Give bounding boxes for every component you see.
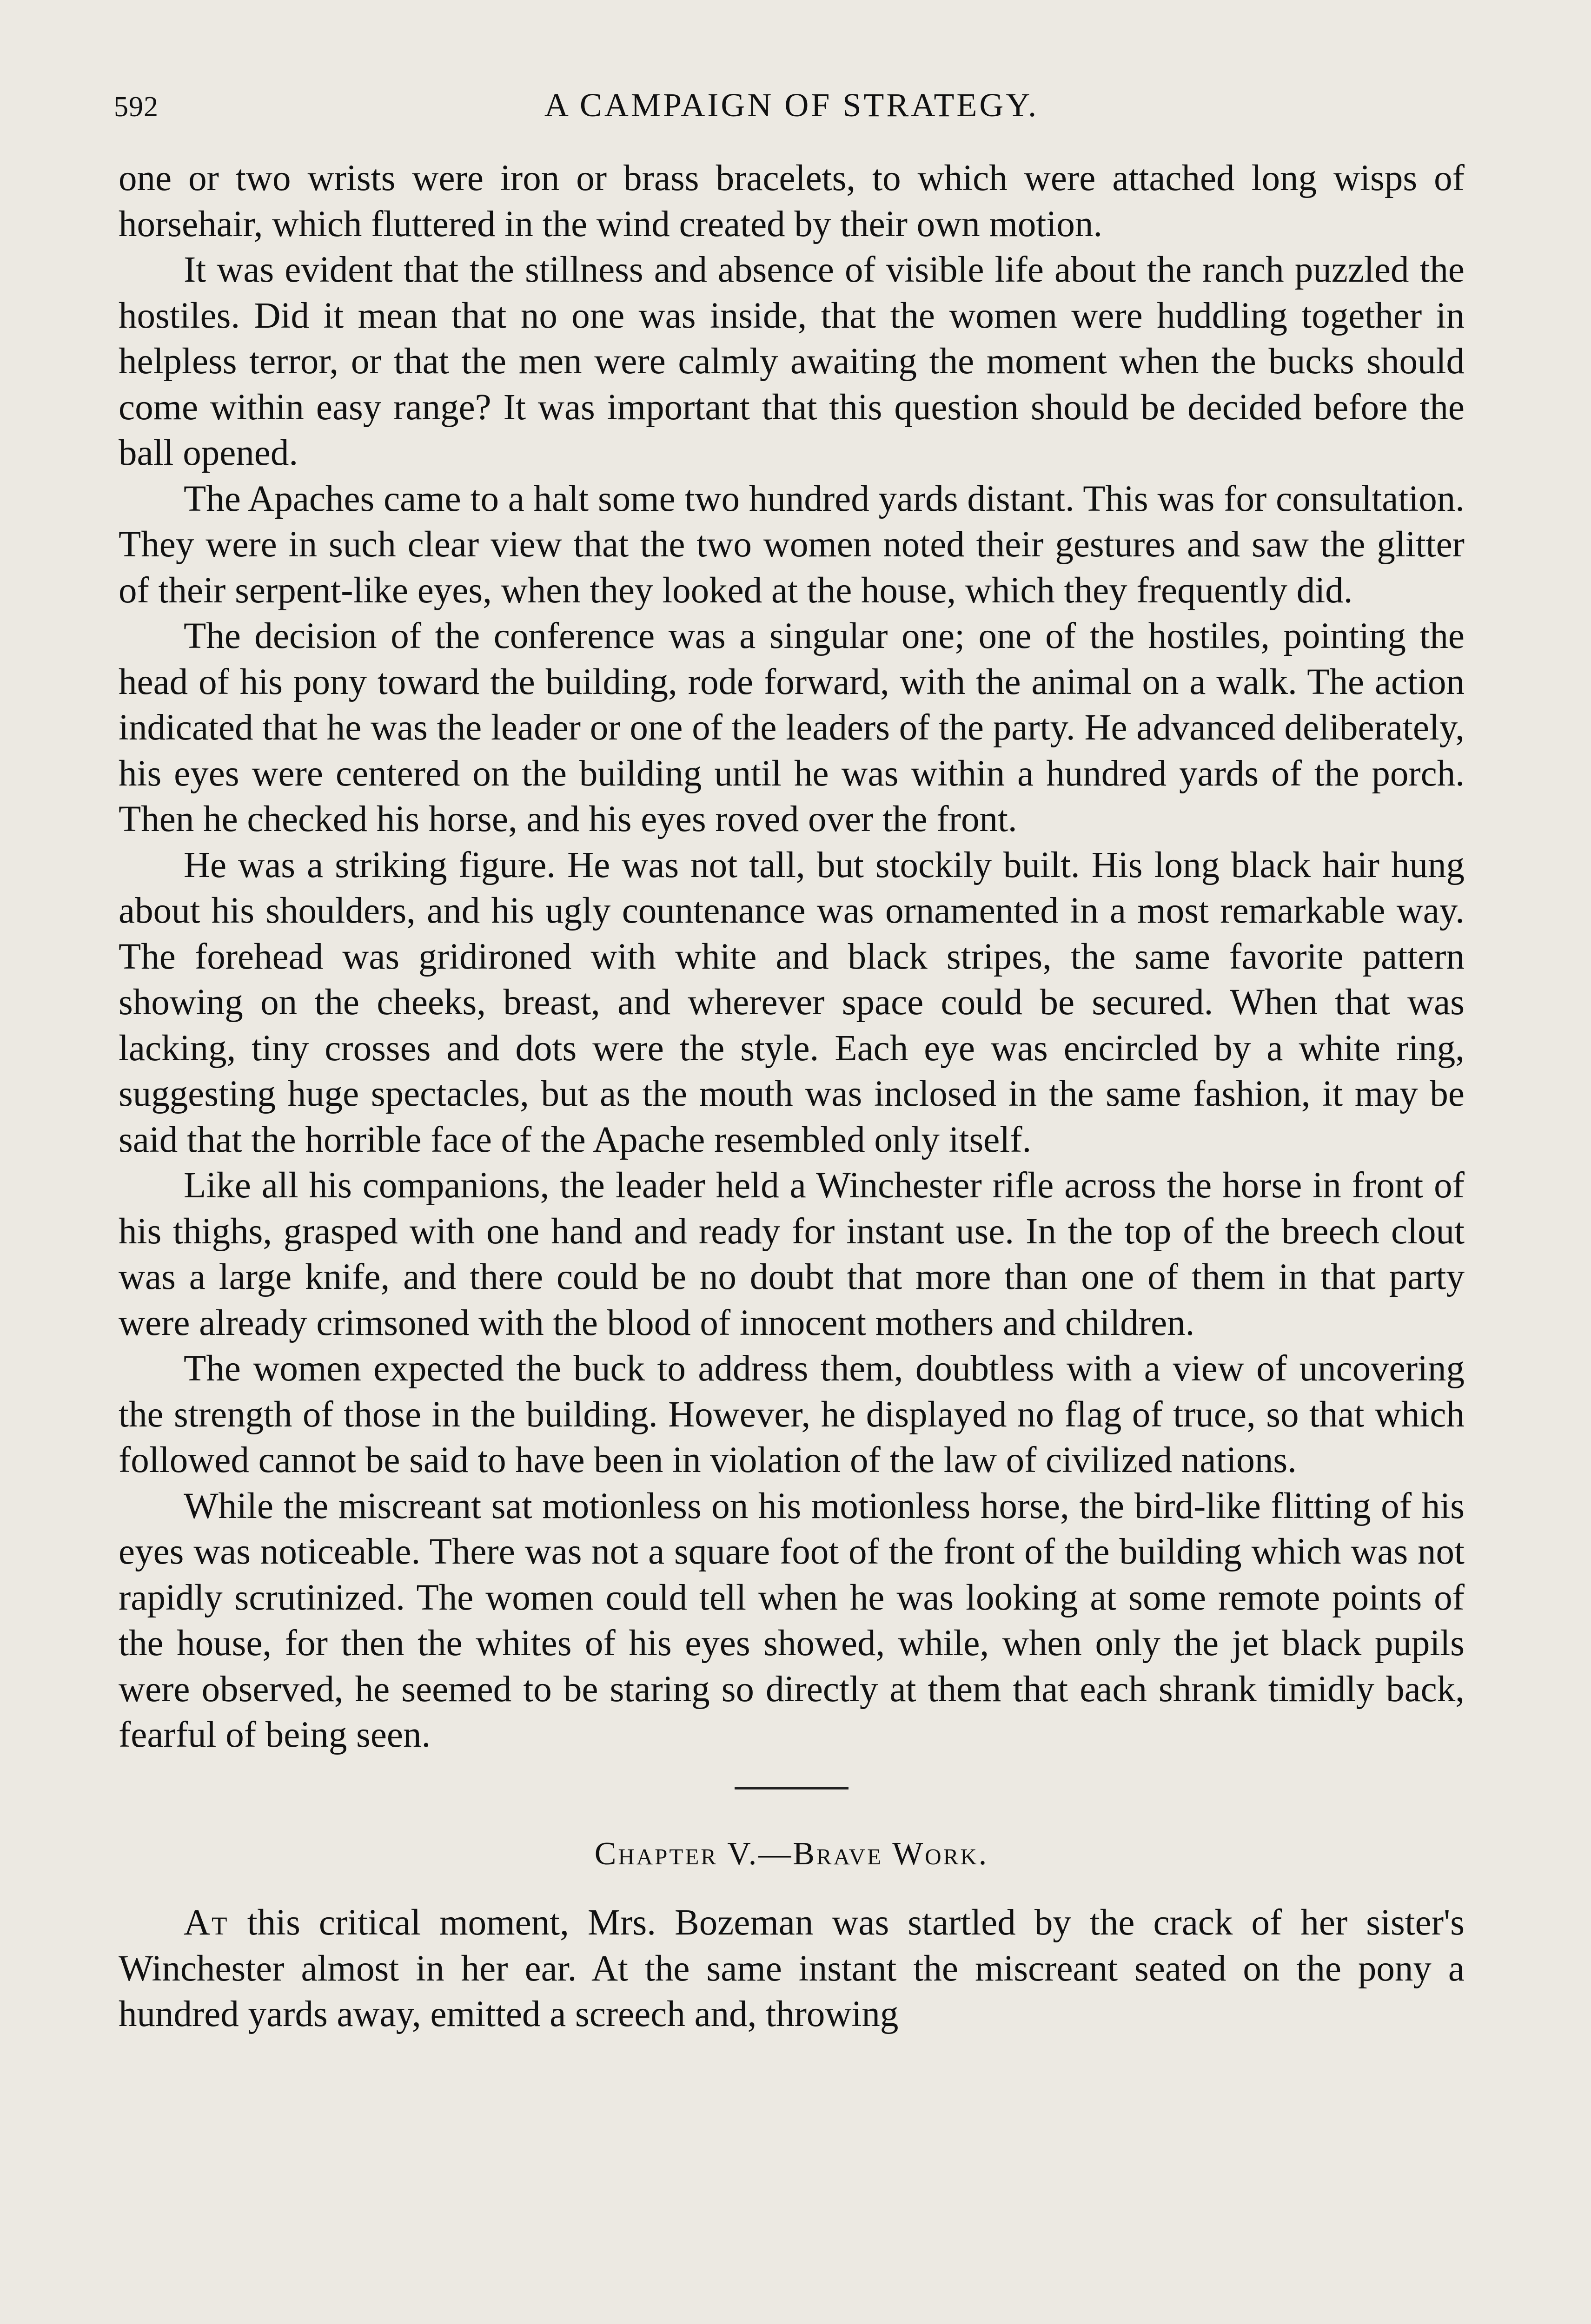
paragraph: The Apaches came to a halt some two hundred yards distant. This was for consultation. They were in such clear view that the two women noted their gestures and saw the glitter of their serpent-like eyes, when they looked at the house, which they frequently did.: [119, 478, 1465, 611]
paragraph: The women expected the buck to address them, doubtless with a view of uncovering the strength of those in the building. However, he displayed no flag of truce, so that which followed cannot be said to have been in violation of the law of civilized nations.: [119, 1348, 1465, 1480]
chapter-first-paragraph: [119, 1900, 1465, 2038]
paragraph: one or two wrists were iron or brass bracelets, to which were attached long wisps of horsehair, which fluttered in the wind created by their own motion.: [119, 158, 1465, 244]
section-divider: [735, 1787, 849, 1789]
paragraph: He was a striking figure. He was not tall, but stockily built. His long black hair hung about his shoulders, and his ugly countenance was ornamented in a most remarkable way. The forehead was gridironed with white and black stripes, the same favorite pattern showing on the cheeks, breast, and wherever space could be secured. When that was lacking, tiny crosses and dots were the style. Each eye was encircled by a white ring, suggesting huge spectacles, but as the mouth was inclosed in the same fashion, it may be said that the horrible face of the Apache resembled only itself.: [119, 845, 1465, 1160]
paragraph: It was evident that the stillness and absence of visible life about the ranch puzzled the hostiles. Did it mean that no one was inside, that the women were huddling together in helpless terror, or that the men were calmly awaiting the moment when the bucks should come within easy range? It was important that this question should be decided before the ball opened.: [119, 250, 1465, 473]
paragraph: Like all his companions, the leader held a Winchester rifle across the horse in front of his thighs, grasped with one hand and ready for instant use. In the top of the breech clout was a large knife, and there could be no doubt that more than one of them in that party were already crimsoned with the blood of innocent mothers and children.: [119, 1165, 1465, 1343]
running-title: A CAMPAIGN OF STRATEGY.: [544, 86, 1039, 124]
page-header: [114, 81, 1469, 132]
page-number: 592: [114, 91, 159, 123]
chapter-heading: Chapter V.—Brave Work.: [594, 1835, 989, 1872]
paragraph: The decision of the conference was a singular one; one of the hostiles, pointing the head of his pony toward the building, rode forward, with the animal on a walk. The action indicated that he was the leader or one of the leaders of the party. He advanced deliberately, his eyes were centered on the building until he was within a hundred yards of the porch. Then he checked his horse, and his eyes roved over the front.: [119, 616, 1465, 839]
body-text: [119, 156, 1465, 2038]
chapter-lead-word: At: [184, 1902, 229, 1943]
chapter-first-paragraph-text: this critical moment, Mrs. Bozeman was startled by the crack of her sister's Winchester almost in her ear. At the same instant the miscreant seated on the pony a hundred yards away, emitted a screech and, throwing: [119, 1902, 1465, 2034]
paragraph: While the miscreant sat motionless on his motionless horse, the bird-like flitting of his eyes was noticeable. There was not a square foot of the front of the building which was not rapidly scrutinized. The women could tell when he was looking at some remote points of the house, for then the whites of his eyes showed, while, when only the jet black pupils were observed, he seemed to be staring so directly at them that each shrank timidly back, fearful of being seen.: [119, 1486, 1465, 1755]
